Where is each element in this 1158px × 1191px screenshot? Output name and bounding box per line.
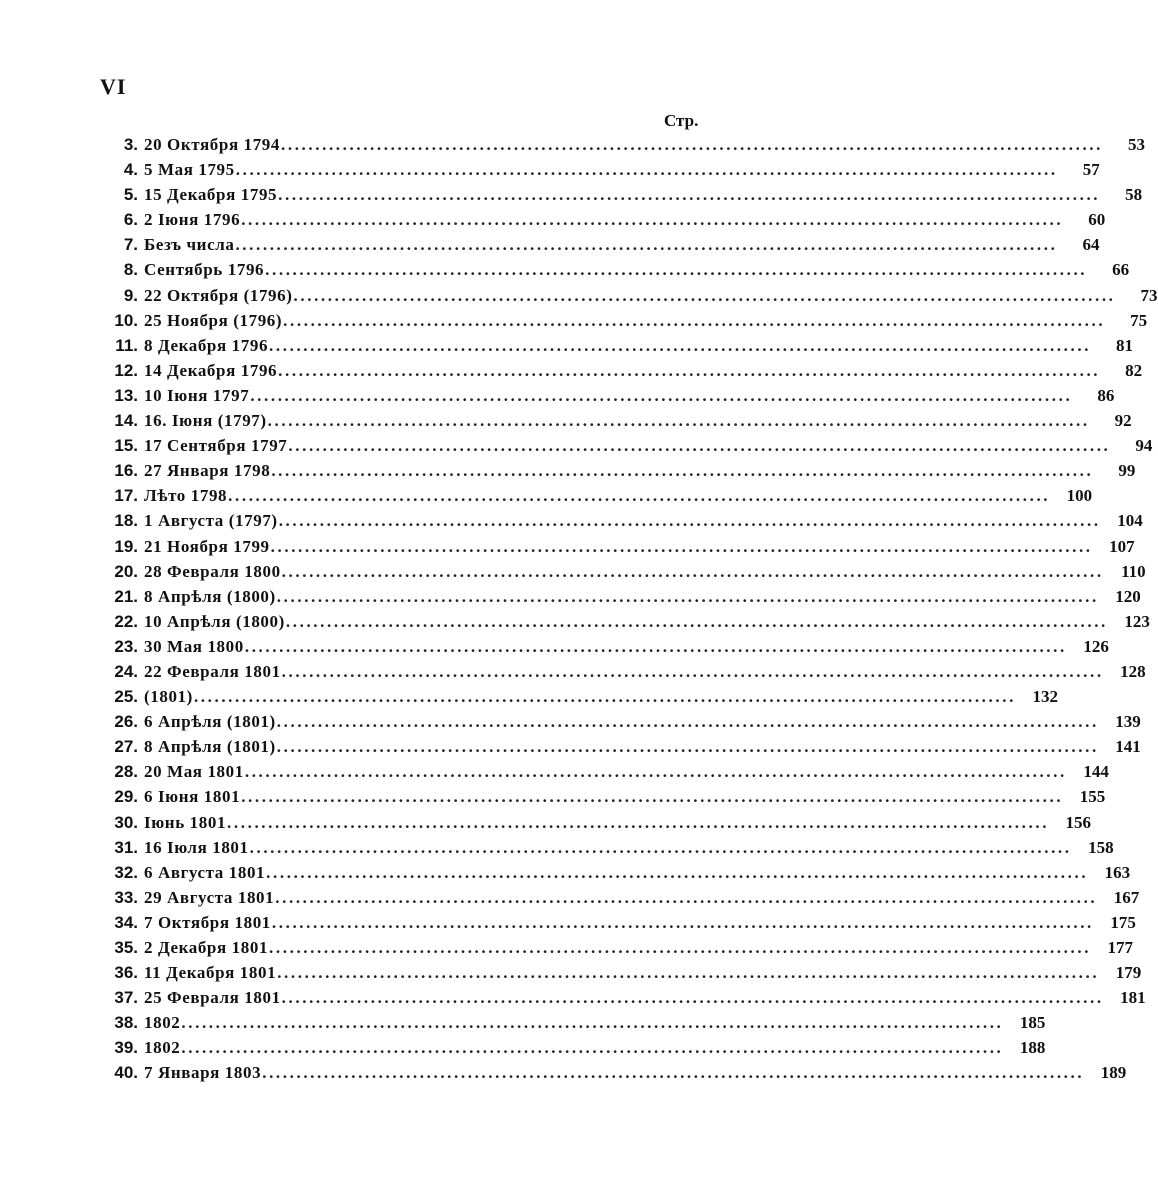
toc-entry-page: 58 xyxy=(1125,185,1143,205)
toc-entry-page: 64 xyxy=(1082,235,1100,255)
toc-dot-leader: ........................................................................................................................ xyxy=(249,837,1072,857)
toc-entry xyxy=(104,1060,1127,1085)
table-of-contents xyxy=(104,132,1158,1086)
toc-entry-title: 15 Декабря 1795 xyxy=(144,185,278,205)
toc-entry-page: 188 xyxy=(1019,1038,1046,1058)
toc-entry xyxy=(104,207,1106,232)
toc-entry xyxy=(104,985,1146,1010)
toc-dot-leader: ........................................................................................................................ xyxy=(266,862,1089,882)
toc-entry xyxy=(104,483,1093,508)
toc-dot-leader: ........................................................................................................................ xyxy=(278,185,1101,205)
toc-entry-page: 73 xyxy=(1140,285,1158,305)
toc-entry-number: 19. xyxy=(114,536,138,556)
toc-dot-leader: ........................................................................................................................ xyxy=(271,461,1094,481)
toc-entry xyxy=(104,283,1158,308)
toc-entry-title: 2 Декабря 1801 xyxy=(144,938,269,957)
toc-entry-page: 132 xyxy=(1032,687,1058,707)
toc-entry-number: 3. xyxy=(123,135,138,154)
toc-entry-title: 5 Мая 1795 xyxy=(144,160,235,180)
toc-dot-leader: ........................................................................................................................ xyxy=(281,561,1104,581)
toc-entry xyxy=(104,810,1092,835)
toc-entry-page: 110 xyxy=(1121,561,1146,581)
toc-entry-title: 28 Февраля 1800 xyxy=(144,561,281,581)
toc-entry-page: 100 xyxy=(1066,486,1093,506)
toc-entry xyxy=(104,960,1142,985)
toc-entry-title: 6 Апрѣля (1801) xyxy=(144,712,276,732)
toc-entry-page: 53 xyxy=(1128,135,1145,154)
toc-dot-leader: ........................................................................................................................ xyxy=(271,912,1094,932)
toc-entry xyxy=(104,584,1141,609)
toc-entry-number: 25. xyxy=(114,687,138,707)
toc-dot-leader: ........................................................................................................................ xyxy=(283,310,1106,330)
toc-dot-leader: ........................................................................................................................ xyxy=(228,486,1051,506)
toc-entry xyxy=(104,684,1058,709)
toc-entry-page: 92 xyxy=(1114,411,1132,431)
toc-entry xyxy=(104,784,1106,809)
toc-entry-title: 10 Іюня 1797 xyxy=(144,385,250,405)
toc-entry-number: 32. xyxy=(114,862,138,882)
toc-entry-page: 86 xyxy=(1097,385,1115,405)
toc-dot-leader: ........................................................................................................................ xyxy=(244,762,1067,782)
toc-entry xyxy=(104,559,1146,584)
toc-dot-leader: ........................................................................................................................ xyxy=(241,210,1064,230)
toc-entry-number: 5. xyxy=(123,185,138,205)
toc-entry-number: 8. xyxy=(123,260,138,280)
toc-entry-page: 120 xyxy=(1115,586,1141,606)
toc-entry-title: 29 Августа 1801 xyxy=(144,887,275,907)
toc-entry-title: 7 Октября 1801 xyxy=(144,912,271,932)
toc-entry-number: 16. xyxy=(114,461,138,481)
toc-entry-number: 7. xyxy=(123,235,138,255)
toc-dot-leader: ........................................................................................................................ xyxy=(288,436,1111,456)
toc-entry xyxy=(104,935,1134,960)
toc-dot-leader: ........................................................................................................................ xyxy=(281,135,1103,154)
toc-entry-page: 181 xyxy=(1120,988,1146,1008)
toc-entry-number: 18. xyxy=(114,511,138,531)
toc-entry xyxy=(104,182,1143,207)
toc-entry xyxy=(104,383,1115,408)
toc-entry-page: 123 xyxy=(1124,611,1150,631)
toc-entry xyxy=(104,257,1130,282)
toc-entry-page: 163 xyxy=(1104,862,1131,882)
toc-dot-leader: ........................................................................................................................ xyxy=(267,411,1090,431)
toc-entry-number: 20. xyxy=(114,561,138,581)
toc-entry xyxy=(104,132,1145,157)
toc-entry xyxy=(104,534,1135,559)
toc-entry-page: 128 xyxy=(1120,661,1146,681)
toc-dot-leader: ........................................................................................................................ xyxy=(278,511,1101,531)
toc-entry-page: 82 xyxy=(1125,360,1143,380)
toc-entry-number: 27. xyxy=(114,737,138,757)
toc-entry-title: 16. Іюня (1797) xyxy=(144,411,267,431)
toc-entry xyxy=(104,709,1141,734)
toc-entry-title: Іюнь 1801 xyxy=(144,812,227,832)
toc-dot-leader: ........................................................................................................................ xyxy=(275,887,1098,907)
toc-dot-leader: ........................................................................................................................ xyxy=(241,787,1064,807)
toc-dot-leader: ........................................................................................................................ xyxy=(269,335,1092,355)
toc-entry-page: 144 xyxy=(1083,762,1109,782)
toc-entry-title: 8 Апрѣля (1800) xyxy=(144,586,276,606)
toc-entry-page: 99 xyxy=(1118,461,1136,481)
toc-entry-title: 25 Ноября (1796) xyxy=(144,310,283,330)
toc-entry-page: 189 xyxy=(1100,1063,1127,1083)
toc-entry-title: 1802 xyxy=(144,1038,181,1058)
toc-entry-number: 11. xyxy=(115,335,138,355)
toc-entry xyxy=(104,408,1132,433)
toc-entry-page: 60 xyxy=(1088,210,1106,230)
toc-dot-leader: ........................................................................................................................ xyxy=(276,586,1099,606)
toc-entry-number: 14. xyxy=(114,411,138,431)
toc-entry-page: 158 xyxy=(1088,837,1114,857)
toc-entry-number: 24. xyxy=(114,661,138,681)
toc-dot-leader: ........................................................................................................................ xyxy=(193,687,1016,707)
toc-dot-leader: ........................................................................................................................ xyxy=(269,938,1092,957)
toc-dot-leader: ........................................................................................................................ xyxy=(235,160,1058,180)
toc-entry-title: 10 Апрѣля (1800) xyxy=(144,611,285,631)
toc-entry-title: 30 Мая 1800 xyxy=(144,636,244,656)
toc-entry-number: 30. xyxy=(114,812,138,832)
toc-entry-number: 34. xyxy=(114,912,138,932)
toc-entry-title: 16 Іюля 1801 xyxy=(144,837,249,857)
toc-entry xyxy=(104,232,1100,257)
toc-entry-number: 13. xyxy=(114,385,138,405)
toc-entry xyxy=(104,860,1131,885)
toc-entry xyxy=(104,508,1143,533)
toc-entry xyxy=(104,759,1109,784)
toc-dot-leader: ........................................................................................................................ xyxy=(276,737,1099,757)
toc-entry-number: 33. xyxy=(114,887,138,907)
toc-dot-leader: ........................................................................................................................ xyxy=(277,963,1100,983)
toc-entry-page: 141 xyxy=(1115,737,1141,757)
toc-entry xyxy=(104,358,1143,383)
toc-dot-leader: ........................................................................................................................ xyxy=(276,712,1099,732)
toc-entry xyxy=(104,609,1150,634)
toc-entry-title: 11 Декабря 1801 xyxy=(144,963,277,983)
toc-dot-leader: ........................................................................................................................ xyxy=(278,360,1101,380)
toc-entry-page: 75 xyxy=(1130,310,1148,330)
toc-dot-leader: ........................................................................................................................ xyxy=(250,385,1073,405)
toc-dot-leader: ........................................................................................................................ xyxy=(285,611,1108,631)
toc-entry-page: 81 xyxy=(1116,335,1134,355)
toc-entry xyxy=(104,458,1136,483)
toc-entry xyxy=(104,910,1136,935)
toc-entry-page: 155 xyxy=(1079,787,1106,807)
toc-entry-title: 7 Января 1803 xyxy=(144,1063,262,1083)
toc-entry xyxy=(104,835,1114,860)
toc-entry-title: 6 Іюня 1801 xyxy=(144,787,241,807)
toc-entry-number: 23. xyxy=(114,636,138,656)
toc-entry-title: 1 Августа (1797) xyxy=(144,511,278,531)
toc-entry xyxy=(104,659,1146,684)
toc-dot-leader: ........................................................................................................................ xyxy=(293,285,1116,305)
toc-dot-leader: ........................................................................................................................ xyxy=(281,988,1104,1008)
toc-entry-page: 107 xyxy=(1109,536,1135,556)
toc-entry-number: 22. xyxy=(114,611,138,631)
toc-dot-leader: ........................................................................................................................ xyxy=(181,1038,1004,1058)
toc-entry-title: 17 Сентября 1797 xyxy=(144,436,288,456)
toc-entry-title: 21 Ноября 1799 xyxy=(144,536,270,556)
toc-entry-title: 20 Октября 1794 xyxy=(144,135,280,154)
toc-entry-title: Безъ числа xyxy=(144,235,235,255)
toc-entry-page: 57 xyxy=(1082,160,1100,180)
toc-entry-number: 39. xyxy=(114,1038,138,1058)
toc-entry xyxy=(104,157,1100,182)
toc-entry-number: 37. xyxy=(114,988,138,1008)
toc-dot-leader: ........................................................................................................................ xyxy=(181,1013,1004,1033)
toc-entry-page: 139 xyxy=(1115,712,1141,732)
toc-entry-page: 104 xyxy=(1117,511,1143,531)
page-column-header: Стр. xyxy=(664,111,699,130)
toc-entry-number: 35. xyxy=(114,938,138,957)
page-number: VI xyxy=(100,74,127,99)
toc-entry-number: 4. xyxy=(123,160,138,180)
toc-entry xyxy=(104,1035,1046,1060)
toc-entry-number: 36. xyxy=(114,963,138,983)
toc-entry-title: 8 Апрѣля (1801) xyxy=(144,737,276,757)
toc-entry-number: 21. xyxy=(114,586,138,606)
toc-dot-leader: ........................................................................................................................ xyxy=(262,1063,1085,1083)
toc-entry xyxy=(104,308,1148,333)
toc-entry-title: 22 Февраля 1801 xyxy=(144,661,281,681)
toc-entry-title: 27 Января 1798 xyxy=(144,461,271,481)
toc-entry-page: 175 xyxy=(1110,912,1136,932)
toc-entry-title: 22 Октября (1796) xyxy=(144,285,293,305)
toc-entry xyxy=(104,333,1134,358)
toc-entry-number: 40. xyxy=(114,1063,138,1083)
toc-entry-title: 20 Мая 1801 xyxy=(144,762,244,782)
toc-entry-number: 15. xyxy=(114,436,138,456)
toc-dot-leader: ........................................................................................................................ xyxy=(227,812,1050,832)
toc-entry-title: 1802 xyxy=(144,1013,181,1033)
toc-entry-title: 8 Декабря 1796 xyxy=(144,335,269,355)
toc-entry-number: 38. xyxy=(114,1013,138,1033)
toc-entry-title: (1801) xyxy=(144,687,193,707)
toc-entry-number: 6. xyxy=(123,210,138,230)
toc-entry-title: 6 Августа 1801 xyxy=(144,862,266,882)
toc-entry-number: 29. xyxy=(114,787,138,807)
toc-entry-title: 14 Декабря 1796 xyxy=(144,360,278,380)
toc-entry-title: Лѣто 1798 xyxy=(144,486,228,506)
toc-entry-number: 12. xyxy=(114,360,138,380)
toc-entry-page: 179 xyxy=(1115,963,1142,983)
toc-entry-number: 28. xyxy=(114,762,138,782)
toc-entry-number: 10. xyxy=(114,310,138,330)
toc-entry-number: 9. xyxy=(123,285,138,305)
toc-entry xyxy=(104,734,1141,759)
toc-entry-page: 126 xyxy=(1083,636,1109,656)
toc-entry-page: 66 xyxy=(1112,260,1130,280)
toc-dot-leader: ........................................................................................................................ xyxy=(244,636,1067,656)
toc-dot-leader: ........................................................................................................................ xyxy=(281,661,1104,681)
toc-entry-title: Сентябрь 1796 xyxy=(144,260,265,280)
toc-entry-page: 185 xyxy=(1019,1013,1046,1033)
toc-entry-page: 167 xyxy=(1113,887,1140,907)
toc-entry xyxy=(104,433,1153,458)
toc-entry-title: 2 Іюня 1796 xyxy=(144,210,241,230)
toc-entry xyxy=(104,1010,1046,1035)
toc-entry-number: 26. xyxy=(114,712,138,732)
toc-entry-title: 25 Февраля 1801 xyxy=(144,988,281,1008)
toc-entry xyxy=(104,885,1140,910)
toc-entry-number: 31. xyxy=(114,837,138,857)
toc-dot-leader: ........................................................................................................................ xyxy=(265,260,1088,280)
toc-entry-page: 156 xyxy=(1065,812,1092,832)
toc-entry-page: 177 xyxy=(1107,938,1134,957)
toc-entry-number: 17. xyxy=(114,486,138,506)
toc-entry-page: 94 xyxy=(1135,436,1153,456)
toc-dot-leader: ........................................................................................................................ xyxy=(235,235,1058,255)
toc-entry xyxy=(104,634,1109,659)
toc-dot-leader: ........................................................................................................................ xyxy=(270,536,1093,556)
